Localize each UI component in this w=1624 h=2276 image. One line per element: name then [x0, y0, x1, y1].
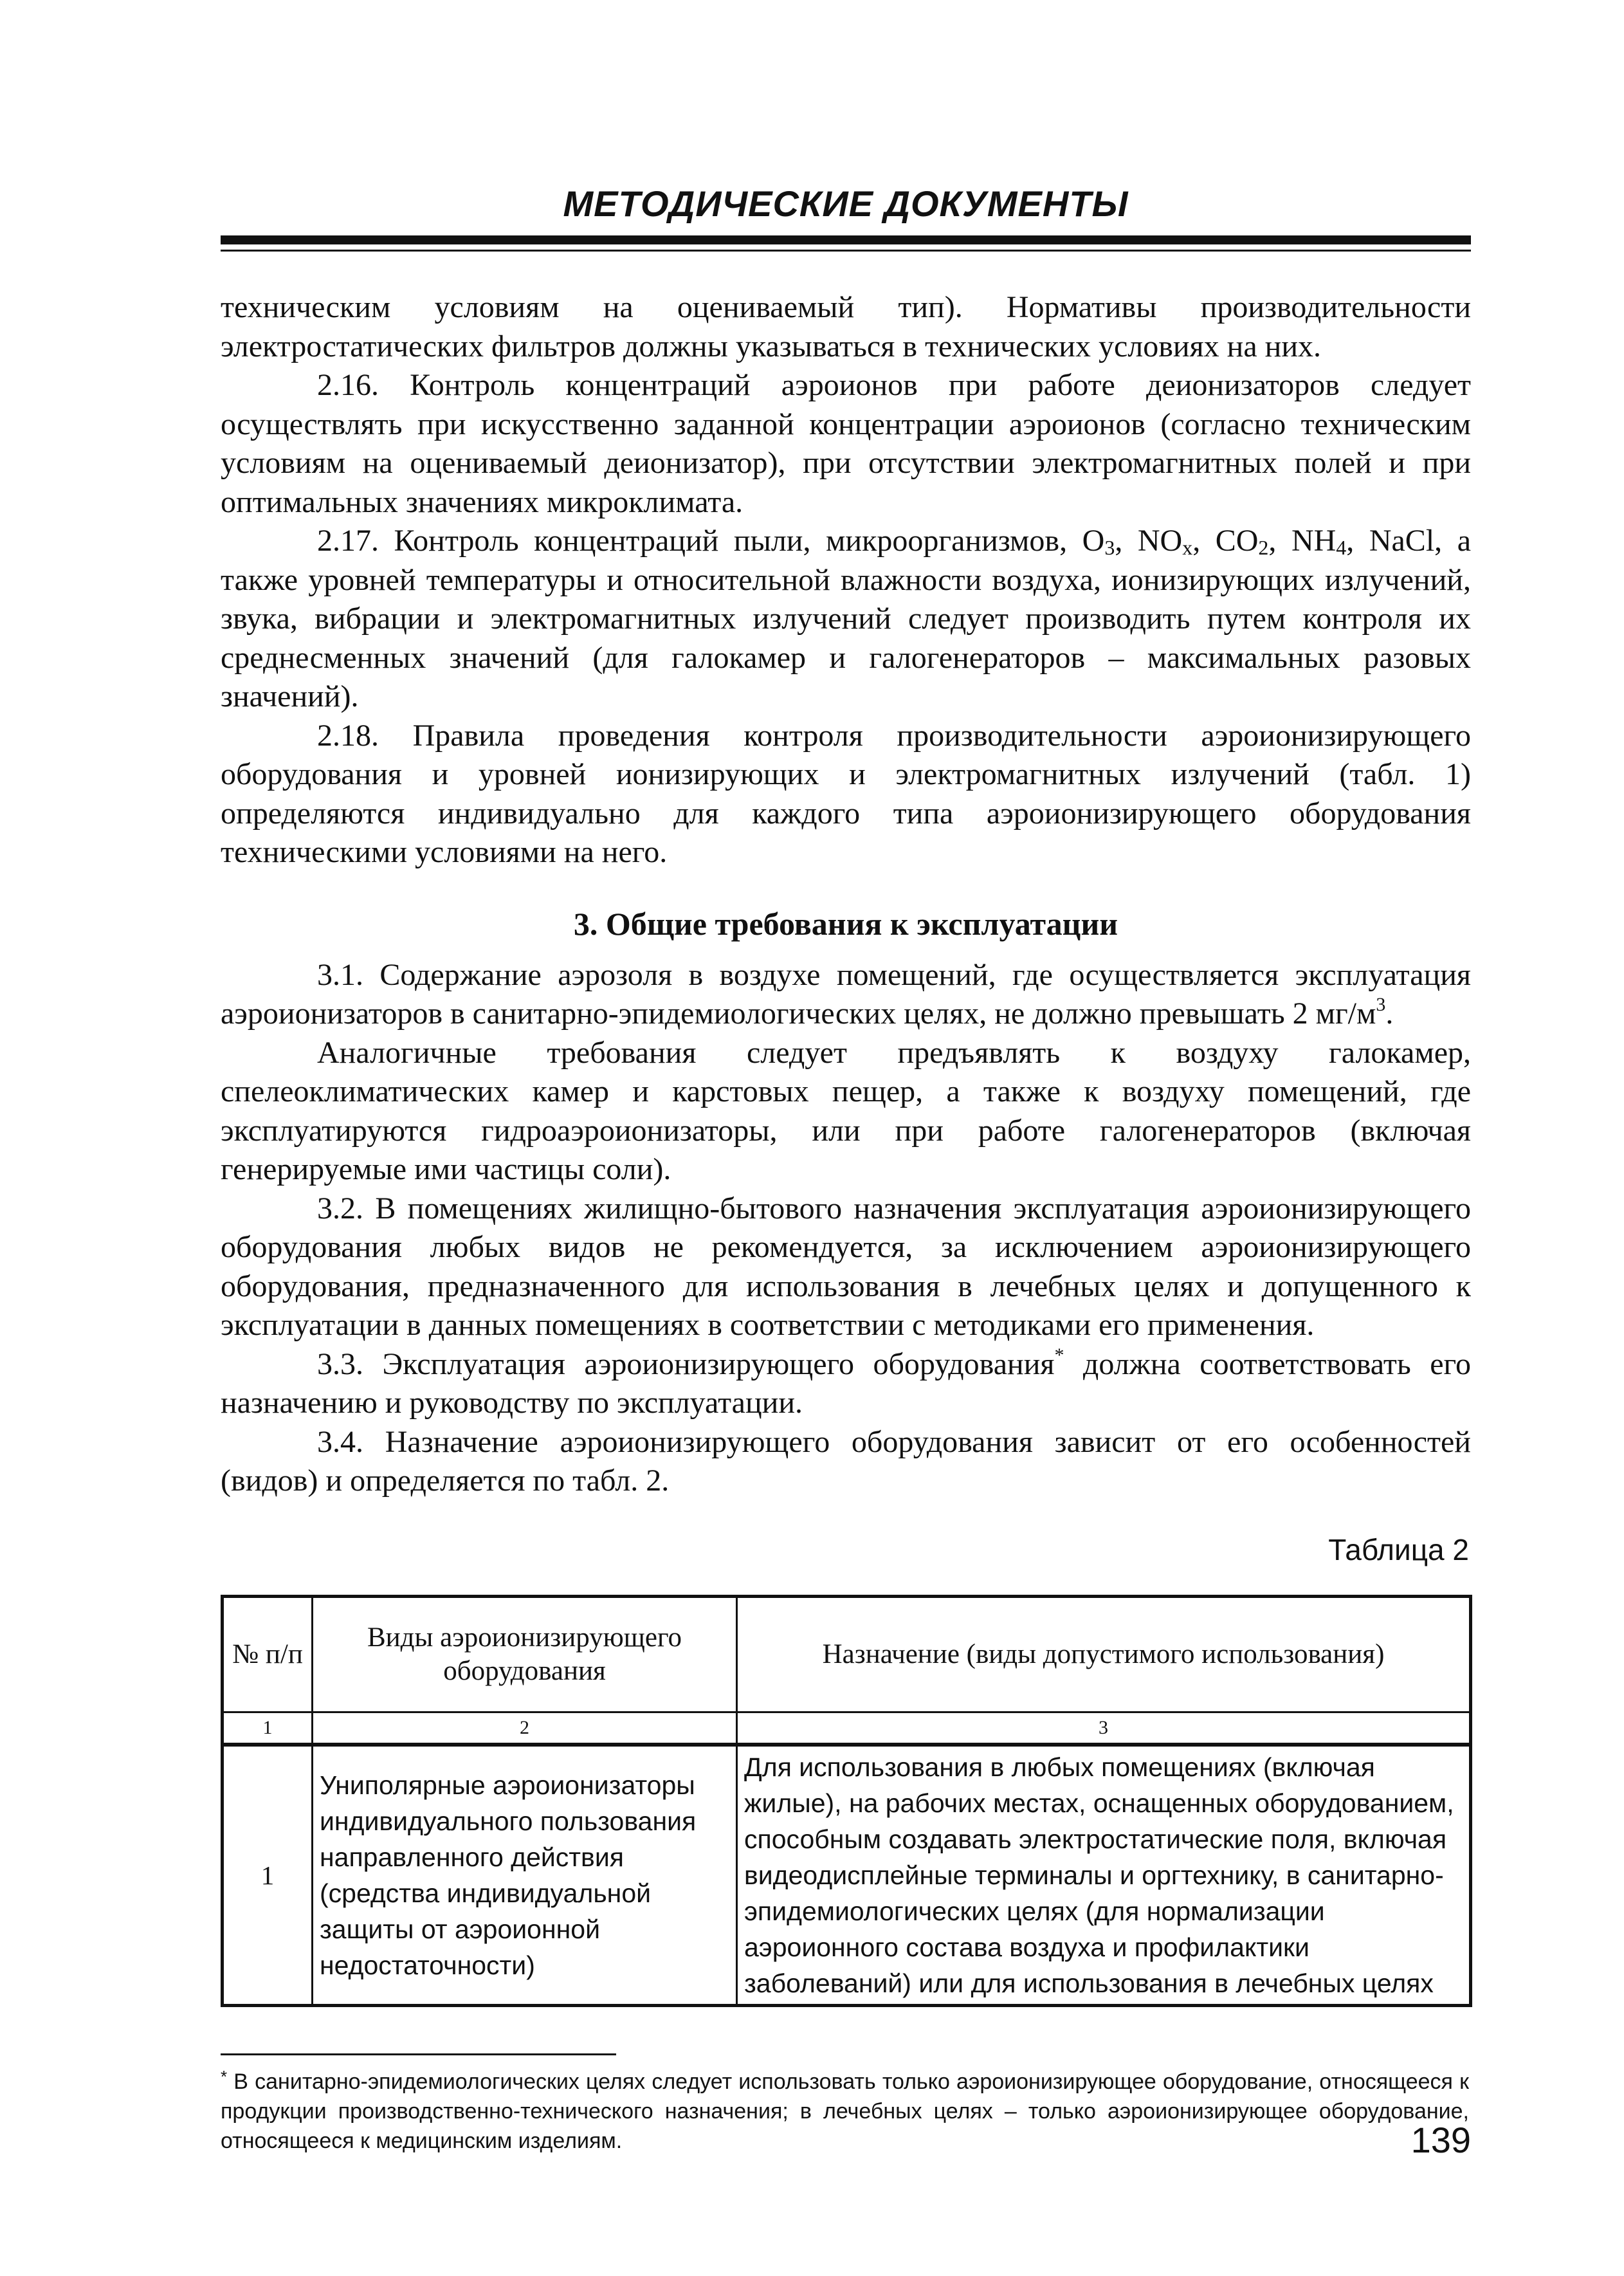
paragraph-3-2: 3.2. В помещениях жилищно-бытового назначения эксплуатация аэроионизирующего оборудования любых видов не рекомендуется, за исключением аэроионизирующего оборудования, предназначенного для использования в лечебных целях и допущенного к эксплуатации в данных помещениях в соответствии с методиками его применения. — [221, 1191, 1471, 1342]
text-run: 3.1. Содержание аэрозоля в воздухе помещений, где осуществляется эксплуатация аэроионизаторов в санитарно-эпидемиологических целях, не должно превышать 2 мг/м — [221, 957, 1471, 1031]
paragraph-2-18: 2.18. Правила проведения контроля производительности аэроионизирующего оборудования и уровней ионизирующих и электромагнитных излучений (табл. 1) определяются индивидуально для каждого типа аэроионизирующего оборудования техническими условиями на него. — [221, 718, 1471, 869]
column-header: Виды аэроионизирующего оборудования — [313, 1597, 737, 1712]
subscript: 4 — [1336, 536, 1347, 559]
paragraph-3-4: 3.4. Назначение аэроионизирующего оборудования зависит от его особенностей (видов) и определяется по табл. 2. — [221, 1424, 1471, 1498]
table-cell: Униполярные аэроионизаторы индивидуального пользования направленного действия (средства индивидуальной защиты от аэроионной недостаточности) — [313, 1745, 737, 2006]
body-text — [221, 288, 1471, 1501]
text-run: 3.3. Эксплуатация аэроионизирующего оборудования — [317, 1346, 1055, 1381]
subscript: x — [1182, 536, 1193, 559]
table-cell: Для использования в любых помещениях (включая жилые), на рабочих местах, оснащенных оборудованием, способным создавать электростатические поля, включая видеодисплейные терминалы и оргтехнику, в санитарно-эпидемиологических целях (для нормализации аэроионного состава воздуха и профилактики заболеваний) или для использования в лечебных целях — [737, 1745, 1471, 2006]
paragraph-2-17 — [221, 522, 1471, 717]
footnote-rule — [221, 2053, 616, 2055]
superscript: 3 — [1376, 994, 1386, 1015]
subscript: 2 — [1258, 536, 1269, 559]
column-number: 3 — [737, 1712, 1471, 1745]
section-heading: 3. Общие требования к эксплуатации — [573, 905, 1118, 942]
text-run: должна соответствовать его назначению и руководству по эксплуатации. — [221, 1346, 1471, 1420]
running-header: МЕТОДИЧЕСКИЕ ДОКУМЕНТЫ — [563, 183, 1129, 224]
paragraph-3-1-b: Аналогичные требования следует предъявлять к воздуху галокамер, спелеоклиматических камер и карстовых пещер, а также к воздуху помещений, где эксплуатируются гидроаэроионизаторы, или при работе галогенераторов (включая генерируемые ими частицы соли). — [221, 1035, 1471, 1186]
text-run: , NO — [1115, 524, 1183, 558]
table-2 — [221, 1595, 1472, 2007]
footnote — [221, 2067, 1469, 2156]
table-row — [223, 1745, 1471, 2006]
text-run: 2.17. Контроль концентраций пыли, микроорганизмов, O — [317, 524, 1105, 558]
subscript: 3 — [1104, 536, 1115, 559]
text-run: , NaCl, а также уровней температуры и относительной влажности воздуха, ионизирующих излучений, звука, вибрации и электромагнитных излучений следует производить путем контроля их среднесменных значений (для галокамер и галогенераторов – максимальных разовых значений). — [221, 524, 1472, 713]
paragraph-3-3 — [221, 1345, 1471, 1423]
footnote-mark: * — [221, 2067, 228, 2086]
column-number: 2 — [313, 1712, 737, 1745]
page-number: 139 — [1410, 2120, 1471, 2160]
paragraph-3-1 — [221, 956, 1471, 1034]
header-rule — [221, 235, 1471, 244]
footnote-reference: * — [1054, 1344, 1064, 1366]
header-rule-thin — [221, 250, 1471, 252]
column-header: № п/п — [223, 1597, 313, 1712]
paragraph: техническим условиям на оцениваемый тип). Нормативы производительности электростатических фильтров должны указываться в технических условиях на них. — [221, 290, 1471, 363]
column-number-row — [223, 1712, 1471, 1745]
footnote-text: В санитарно-эпидемиологических целях следует использовать только аэроионизирующее оборудование, относящееся к продукции производственно-технического назначения; в лечебных целях – только аэроионизирующее оборудование, относящееся к медицинским изделиям. — [221, 2070, 1469, 2153]
table-caption: Таблица 2 — [1328, 1533, 1469, 1566]
paragraph-2-16: 2.16. Контроль концентраций аэроионов при работе деионизаторов следует осуществлять при искусственно заданной концентрации аэроионов (согласно техническим условиям на оцениваемый деионизатор), при отсутствии электромагнитных полей и при оптимальных значениях микроклимата. — [221, 368, 1471, 519]
text-run: , CO — [1192, 524, 1259, 558]
column-header: Назначение (виды допустимого использования) — [737, 1597, 1471, 1712]
column-number: 1 — [223, 1712, 313, 1745]
text-run: , NH — [1268, 524, 1337, 558]
table-cell: 1 — [223, 1745, 313, 2006]
text-run: . — [1385, 996, 1394, 1031]
table-header-row — [223, 1597, 1471, 1712]
